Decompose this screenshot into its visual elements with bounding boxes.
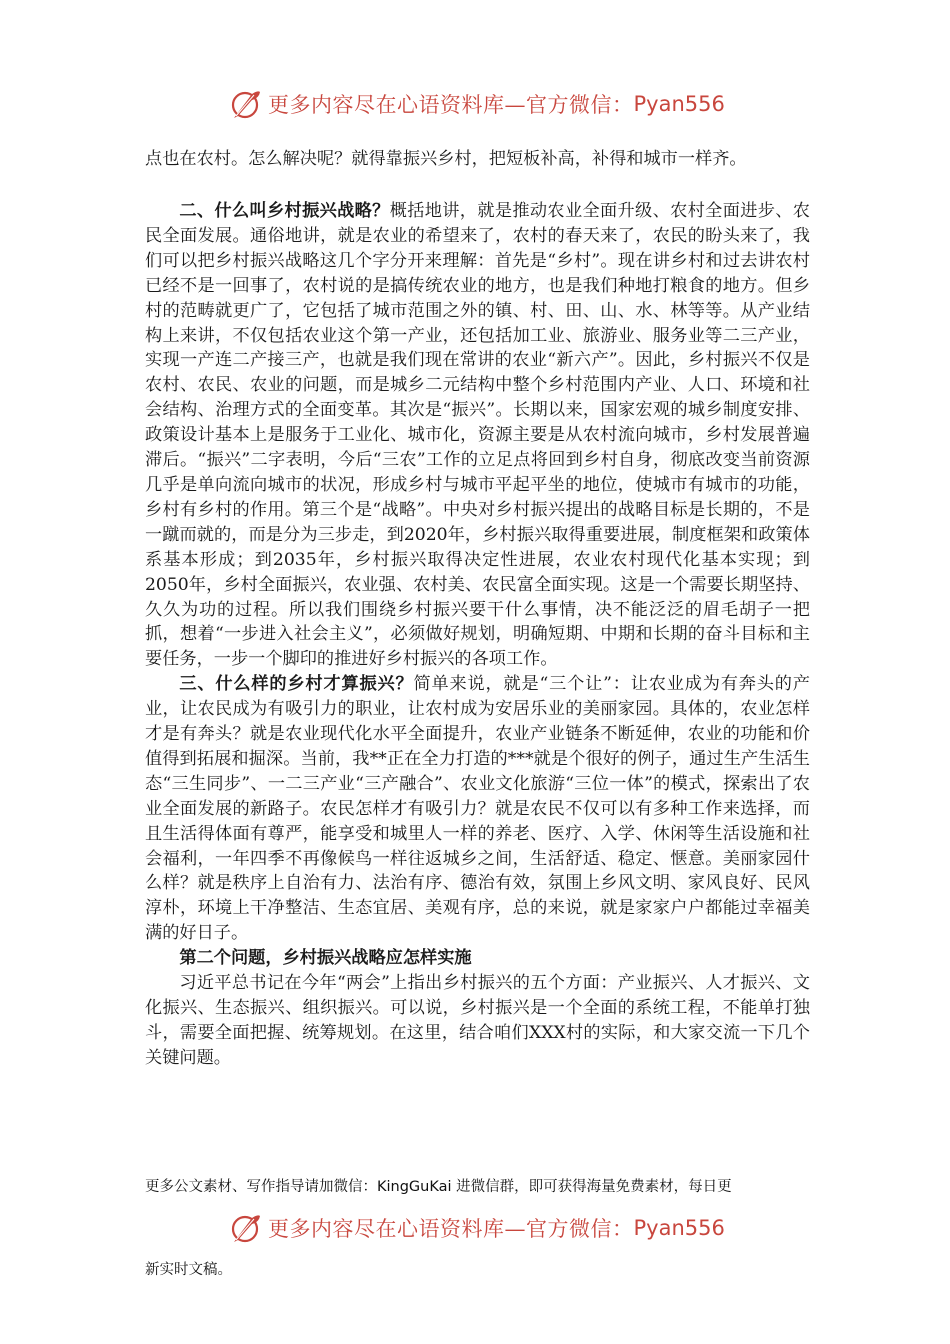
- quill-pen-logo-icon: [228, 86, 264, 122]
- part2-heading: 第二个问题，乡村振兴战略应怎样实施: [179, 948, 472, 969]
- footer-promo-line: 更多公文素材、写作指导请加微信：KingGuKai 进微信群，即可获得海量免费素材，每日更: [145, 1179, 732, 1195]
- footer-watermark-banner: [228, 1210, 728, 1246]
- footer-promo-line-continued: 新实时文稿。: [145, 1262, 232, 1278]
- banner-wechat-id: Pyan556: [633, 92, 725, 116]
- header-watermark-banner: [228, 86, 728, 122]
- section2-paragraph: [145, 199, 810, 672]
- banner-text: 更多内容尽在心语资料库—官方微信：: [268, 1217, 634, 1241]
- banner-text: 更多内容尽在心语资料库—官方微信：: [268, 93, 634, 117]
- section2-text: 概括地讲，就是推动农业全面升级、农村全面进步、农民全面发展。通俗地讲，就是农业的希望来了，农村的春天来了，农民的盼头来了，我们可以把乡村振兴战略这几个字分开来理解：首先是“乡村”。现在讲乡村和过去讲农村已经不是一回事了，农村说的是搞传统农业的地方，也是我们种地打粮食的地方。但乡村的范畴就更广了，它包括了城市范围之外的镇、村、田、山、水、林等等。从产业结构上来讲，不仅包括农业这个第一产业，还包括加工业、旅游业、服务业等二三产业，实现一产连二产接三产，也就是我们现在常讲的农业“新六产”。因此，乡村振兴不仅是农村、农民、农业的问题，而是城乡二元结构中整个乡村范围内产业、人口、环境和社会结构、治理方式的全面变革。其次是“振兴”。长期以来，国家宏观的城乡制度安排、政策设计基本上是服务于工业化、城市化，资源主要是从农村流向城市，乡村发展普遍滞后。“振兴”二字表明，今后“三农”工作的立足点将回到乡村自身，彻底改变当前资源几乎是单向流向城市的状况，形成乡村与城市平起平坐的地位，使城市有城市的功能，乡村有乡村的作用。第三个是“战略”。中央对乡村振兴提出的战略目标是长期的，不是一蹴而就的，而是分为三步走，到2020年，乡村振兴取得重要进展，制度框架和政策体系基本形成；到2035年，乡村振兴取得决定性进展，农业农村现代化基本实现；到2050年，乡村全面振兴，农业强、农村美、农民富全面实现。这是一个需要长期坚持、久久为功的过程。所以我们围绕乡村振兴要干什么事情，决不能泛泛的眉毛胡子一把抓，想着“一步进入社会主义”，必须做好规划，明确短期、中期和长期的奋斗目标和主要任务，一步一个脚印的推进好乡村振兴的各项工作。: [145, 201, 810, 670]
- section3-heading: 三、什么样的乡村才算振兴？: [179, 674, 414, 695]
- carry-over-paragraph: 点也在农村。怎么解决呢？就得靠振兴乡村，把短板补高，补得和城市一样齐。: [145, 149, 747, 169]
- document-body: [145, 199, 810, 1071]
- section3-text: 简单来说，就是“三个让”：让农业成为有奔头的产业，让农民成为有吸引力的职业，让农村成为安居乐业的美丽家园。具体的，农业怎样才是有奔头？就是农业现代化水平全面提升，农业产业链条不断延伸，农业的功能和价值得到拓展和掘深。当前，我**正在全力打造的***就是个很好的例子，通过生产生活生态“三生同步”、一二三产业“三产融合”、农业文化旅游“三位一体”的模式，探索出了农业全面发展的新路子。农民怎样才有吸引力？就是农民不仅可以有多种工作来选择，而且生活得体面有尊严，能享受和城里人一样的养老、医疗、入学、休闲等生活设施和社会福利，一年四季不再像候鸟一样往返城乡之间，生活舒适、稳定、惬意。美丽家园什么样？就是秩序上自治有力、法治有序、德治有效，氛围上乡风文明、家风良好、民风淳朴，环境上干净整洁、生态宜居、美观有序，总的来说，就是家家户户都能过幸福美满的好日子。: [145, 674, 810, 944]
- carry-over-line: [145, 147, 810, 172]
- quill-pen-logo-icon: [228, 1210, 264, 1246]
- banner-wechat-id: Pyan556: [633, 1216, 725, 1240]
- section2-heading: 二、什么叫乡村振兴战略？: [179, 201, 390, 221]
- part2-paragraph: 习近平总书记在今年“两会”上指出乡村振兴的五个方面：产业振兴、人才振兴、文化振兴、生态振兴、组织振兴。可以说，乡村振兴是一个全面的系统工程，不能单打独斗，需要全面把握、统筹规划。在这里，结合咱们XXX村的实际，和大家交流一下几个关键问题。: [145, 973, 810, 1068]
- section3-paragraph: [145, 672, 810, 946]
